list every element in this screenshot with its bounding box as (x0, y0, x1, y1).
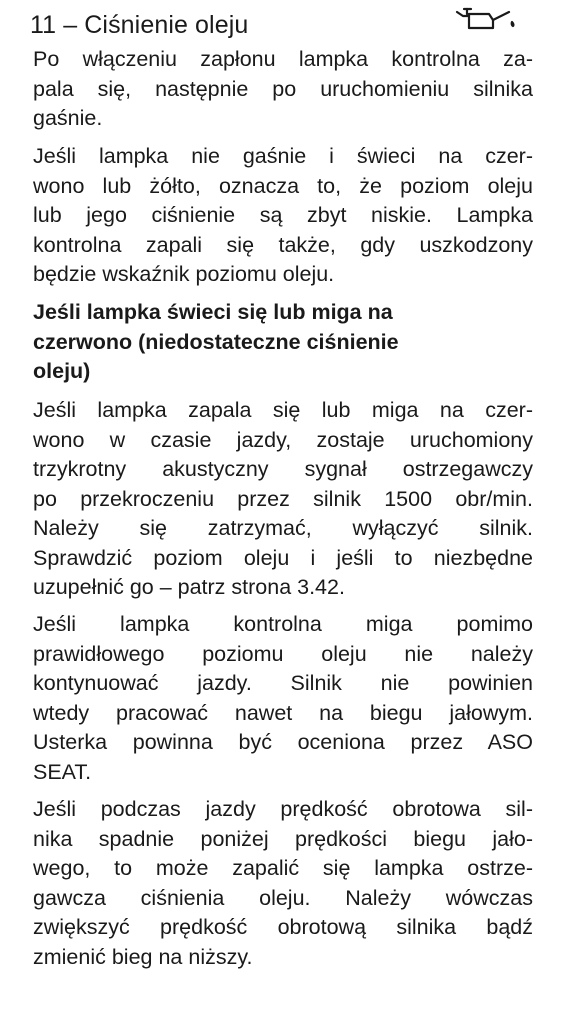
text-line: oleju) (33, 359, 91, 383)
paragraph-p5 (33, 795, 533, 972)
text-line: będzie wskaźnik poziomu oleju. (33, 262, 335, 286)
text-line: czerwono (niedostateczne ciśnienie (33, 329, 399, 354)
text-line: kontynuować jazdy. Silnik nie powinien (33, 671, 533, 695)
text-line: Sprawdzić poziom oleju i jeśli to niezbędne (33, 545, 533, 570)
oil-can-icon (453, 4, 517, 32)
text-line: gawcza ciśnienia oleju. Należy wówczas (33, 885, 533, 910)
paragraph-p3 (33, 396, 533, 603)
text-line: SEAT. (33, 759, 92, 784)
paragraph-p2 (33, 142, 533, 290)
section-heading (30, 10, 248, 40)
text-line: wono w czasie jazdy, zostaje uruchomiony (33, 427, 533, 452)
section-title: Ciśnienie oleju (84, 11, 249, 39)
text-line: zwiększyć prędkość obrotową silnika bądź (33, 915, 533, 939)
text-line: Jeśli lampka zapala się lub miga na czer- (33, 398, 533, 422)
section-number: 11 (30, 11, 57, 39)
text-line: zmienić bieg na niższy. (33, 944, 253, 969)
text-line: wego, to może zapalić się lampka ostrze- (33, 856, 533, 880)
text-line: Po włączeniu zapłonu lampka kontrolna za- (33, 47, 533, 71)
text-line: pala się, następnie po uruchomieniu silnika (33, 76, 533, 101)
text-line: Jeśli podczas jazdy prędkość obrotowa sil- (33, 797, 533, 821)
text-line: Jeśli lampka nie gaśnie i świeci na czer- (33, 144, 533, 168)
text-line: Usterka powinna być oceniona przez ASO (33, 730, 533, 754)
paragraph-p4 (33, 610, 533, 787)
text-line: trzykrotny akustyczny sygnał ostrzegawczy (33, 457, 533, 481)
subheading (33, 298, 533, 387)
text-line: kontrolna zapali się także, gdy uszkodzony (33, 232, 533, 257)
text-line: prawidłowego poziomu oleju nie należy (33, 641, 533, 666)
text-line: wono lub żółto, oznacza to, że poziom oleju (33, 173, 533, 198)
section-dash: – (63, 11, 78, 39)
text-line: Jeśli lampka świeci się lub miga na (33, 300, 393, 324)
text-line: po przekroczeniu przez silnik 1500 obr/min. (33, 486, 533, 511)
text-line: Należy się zatrzymać, wyłączyć silnik. (33, 516, 533, 540)
text-line: wtedy pracować nawet na biegu jałowym. (33, 700, 533, 725)
text-line: uzupełnić go – patrz strona 3.42. (33, 575, 345, 599)
paragraph-p1 (33, 45, 533, 134)
text-line: lub jego ciśnienie są zbyt niskie. Lampka (33, 203, 533, 227)
text-line: gaśnie. (33, 106, 103, 130)
text-line: Jeśli lampka kontrolna miga pomimo (33, 612, 533, 636)
text-line: nika spadnie poniżej prędkości biegu jało- (33, 826, 533, 851)
